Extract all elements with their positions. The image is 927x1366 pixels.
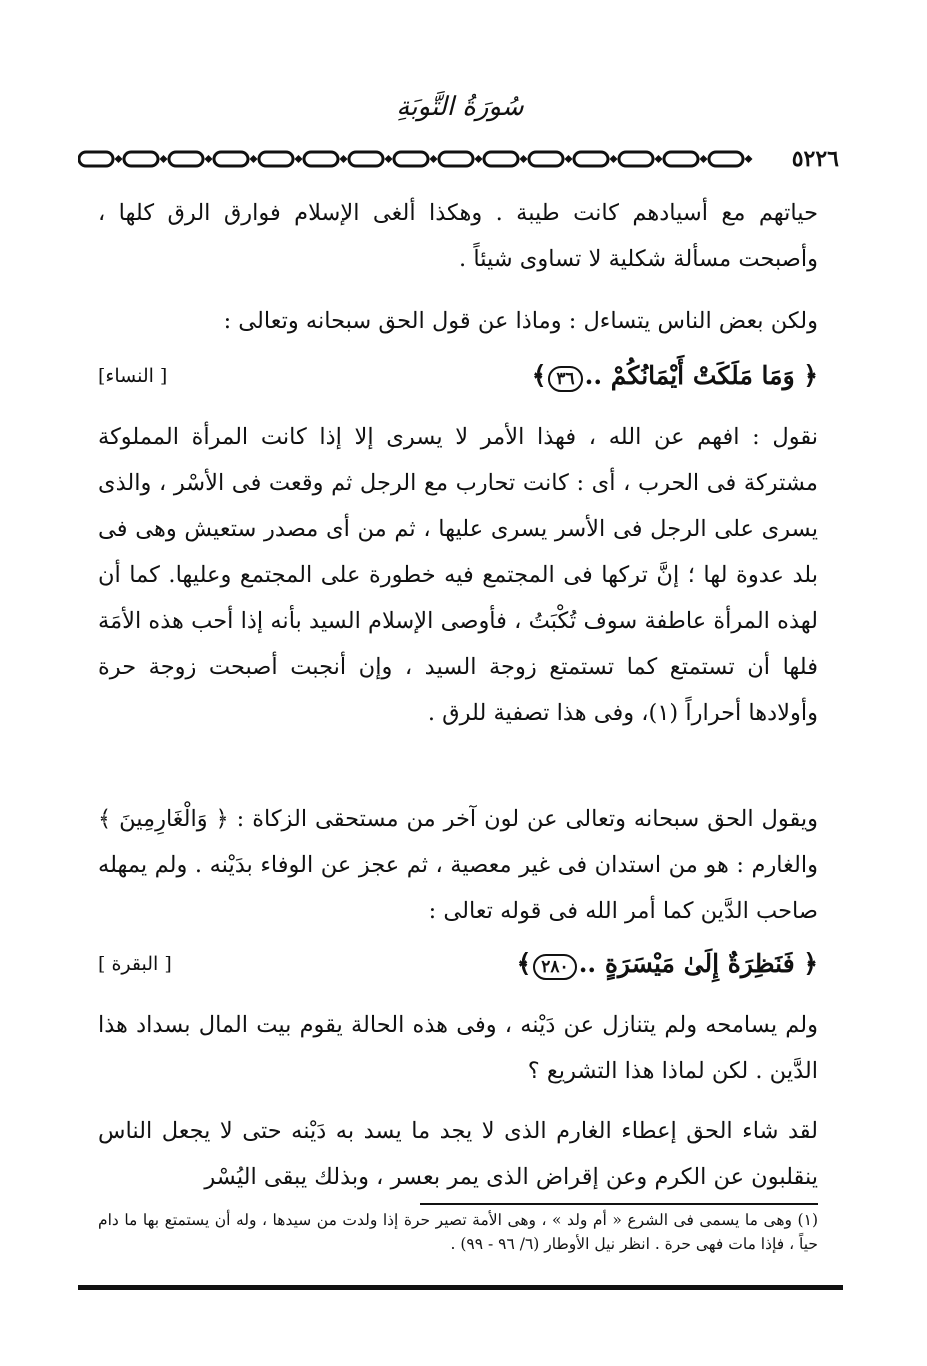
verse-2-reference: [ البقرة ] (98, 953, 172, 975)
page-number: ٥٢٢٦ (788, 146, 843, 172)
verse-1-number: ٣٦ (548, 366, 582, 392)
paragraph-5: ولم يسامحه ولم يتنازل عن دَيْنه ، وفى هذه الحالة يقوم بيت المال بسداد هذا الدَّين . لكن لماذا هذا التشريع ؟ (98, 1012, 818, 1084)
paragraph-2: ولكن بعض الناس يتساءل : وماذا عن قول الحق سبحانه وتعالى : (223, 308, 818, 334)
paragraph-3: نقول : افهم عن الله ، فهذا الأمر لا يسرى إلا إذا كانت المرأة المملوكة مشتركة فى الحرب ، أى : كانت تحارب مع الرجل ثم وقعت فى الأسْر ، والذى يسرى على الرجل فى الأسر يسرى عليها ، ثم من أى مصدر ستعيش وهى فى بلد عدوة لها ؛ إنَّ تركها فى المجتمع فيه خطورة على المجتمع وعليها. كما أن لهذه المرأة عاطفة سوف تُكْبَتُ ، فأوصى الإسلام السيد بأنه إذا أحب هذه الأمَة فلها أن تستمتع كما تستمتع زوجة السيد ، وإن أنجبت أصبحت زوجة حرة وأولادها أحراراً (١)، وفى هذا تصفية للرق . (98, 424, 818, 726)
verse-1-reference: [ النساء] (98, 365, 168, 387)
paragraph-6: لقد شاء الحق إعطاء الغارم الذى لا يجد ما يسد به دَيْنه حتى لا يجعل الناس ينقلبون عن الكرم وعن إقراض الذى يمر بعسر ، وبذلك يبقى اليُسْر (98, 1118, 818, 1190)
chain-ornament-icon (78, 148, 788, 170)
verse-line-1 (98, 356, 818, 396)
verse-2-close: ﴾ (516, 948, 532, 978)
verse-2-number: ٢٨٠ (533, 954, 576, 980)
verse-2-text: ﴿ فَنَظِرَةٌ إِلَىٰ مَيْسَرَةٍ .. (578, 948, 818, 978)
bottom-rule (78, 1285, 843, 1290)
quran-verse-2 (517, 949, 818, 980)
footnote: (١) وهى ما يسمى فى الشرع « أم ولد » ، وهى الأمة تصير حرة إذا ولدت من سيدها ، وله أن يستمتع بها ما دام حياً ، فإذا مات فهى حرة . انظر نيل الأوطار (٦/ ٩٦ - ٩٩) . (98, 1211, 818, 1253)
verse-1-close: ﴾ (531, 360, 547, 390)
surah-title: سُورَةُ التَّوبَةِ (396, 92, 524, 122)
verse-line-2 (98, 944, 818, 984)
paragraph-4: ويقول الحق سبحانه وتعالى عن لون آخر من مستحقى الزكاة : ﴿ وَالْغَارِمِينَ ﴾ والغارم : هو من استدان فى غير معصية ، ثم عجز عن الوفاء بدَيْنه . ولم يمهله صاحب الدَّين كما أمر الله فى قوله تعالى : (98, 806, 818, 924)
footnote-divider (420, 1203, 818, 1205)
verse-1-text: ﴿ وَمَا مَلَكَتْ أَيْمَانُكُمْ .. (584, 360, 818, 390)
quran-verse-1 (532, 361, 818, 392)
paragraph-1: حياتهم مع أسيادهم كانت طيبة . وهكذا ألغى الإسلام فوارق الرق كلها ، وأصبحت مسألة شكلية لا تساوى شيئاً . (98, 200, 818, 272)
header-ornament (78, 148, 843, 170)
